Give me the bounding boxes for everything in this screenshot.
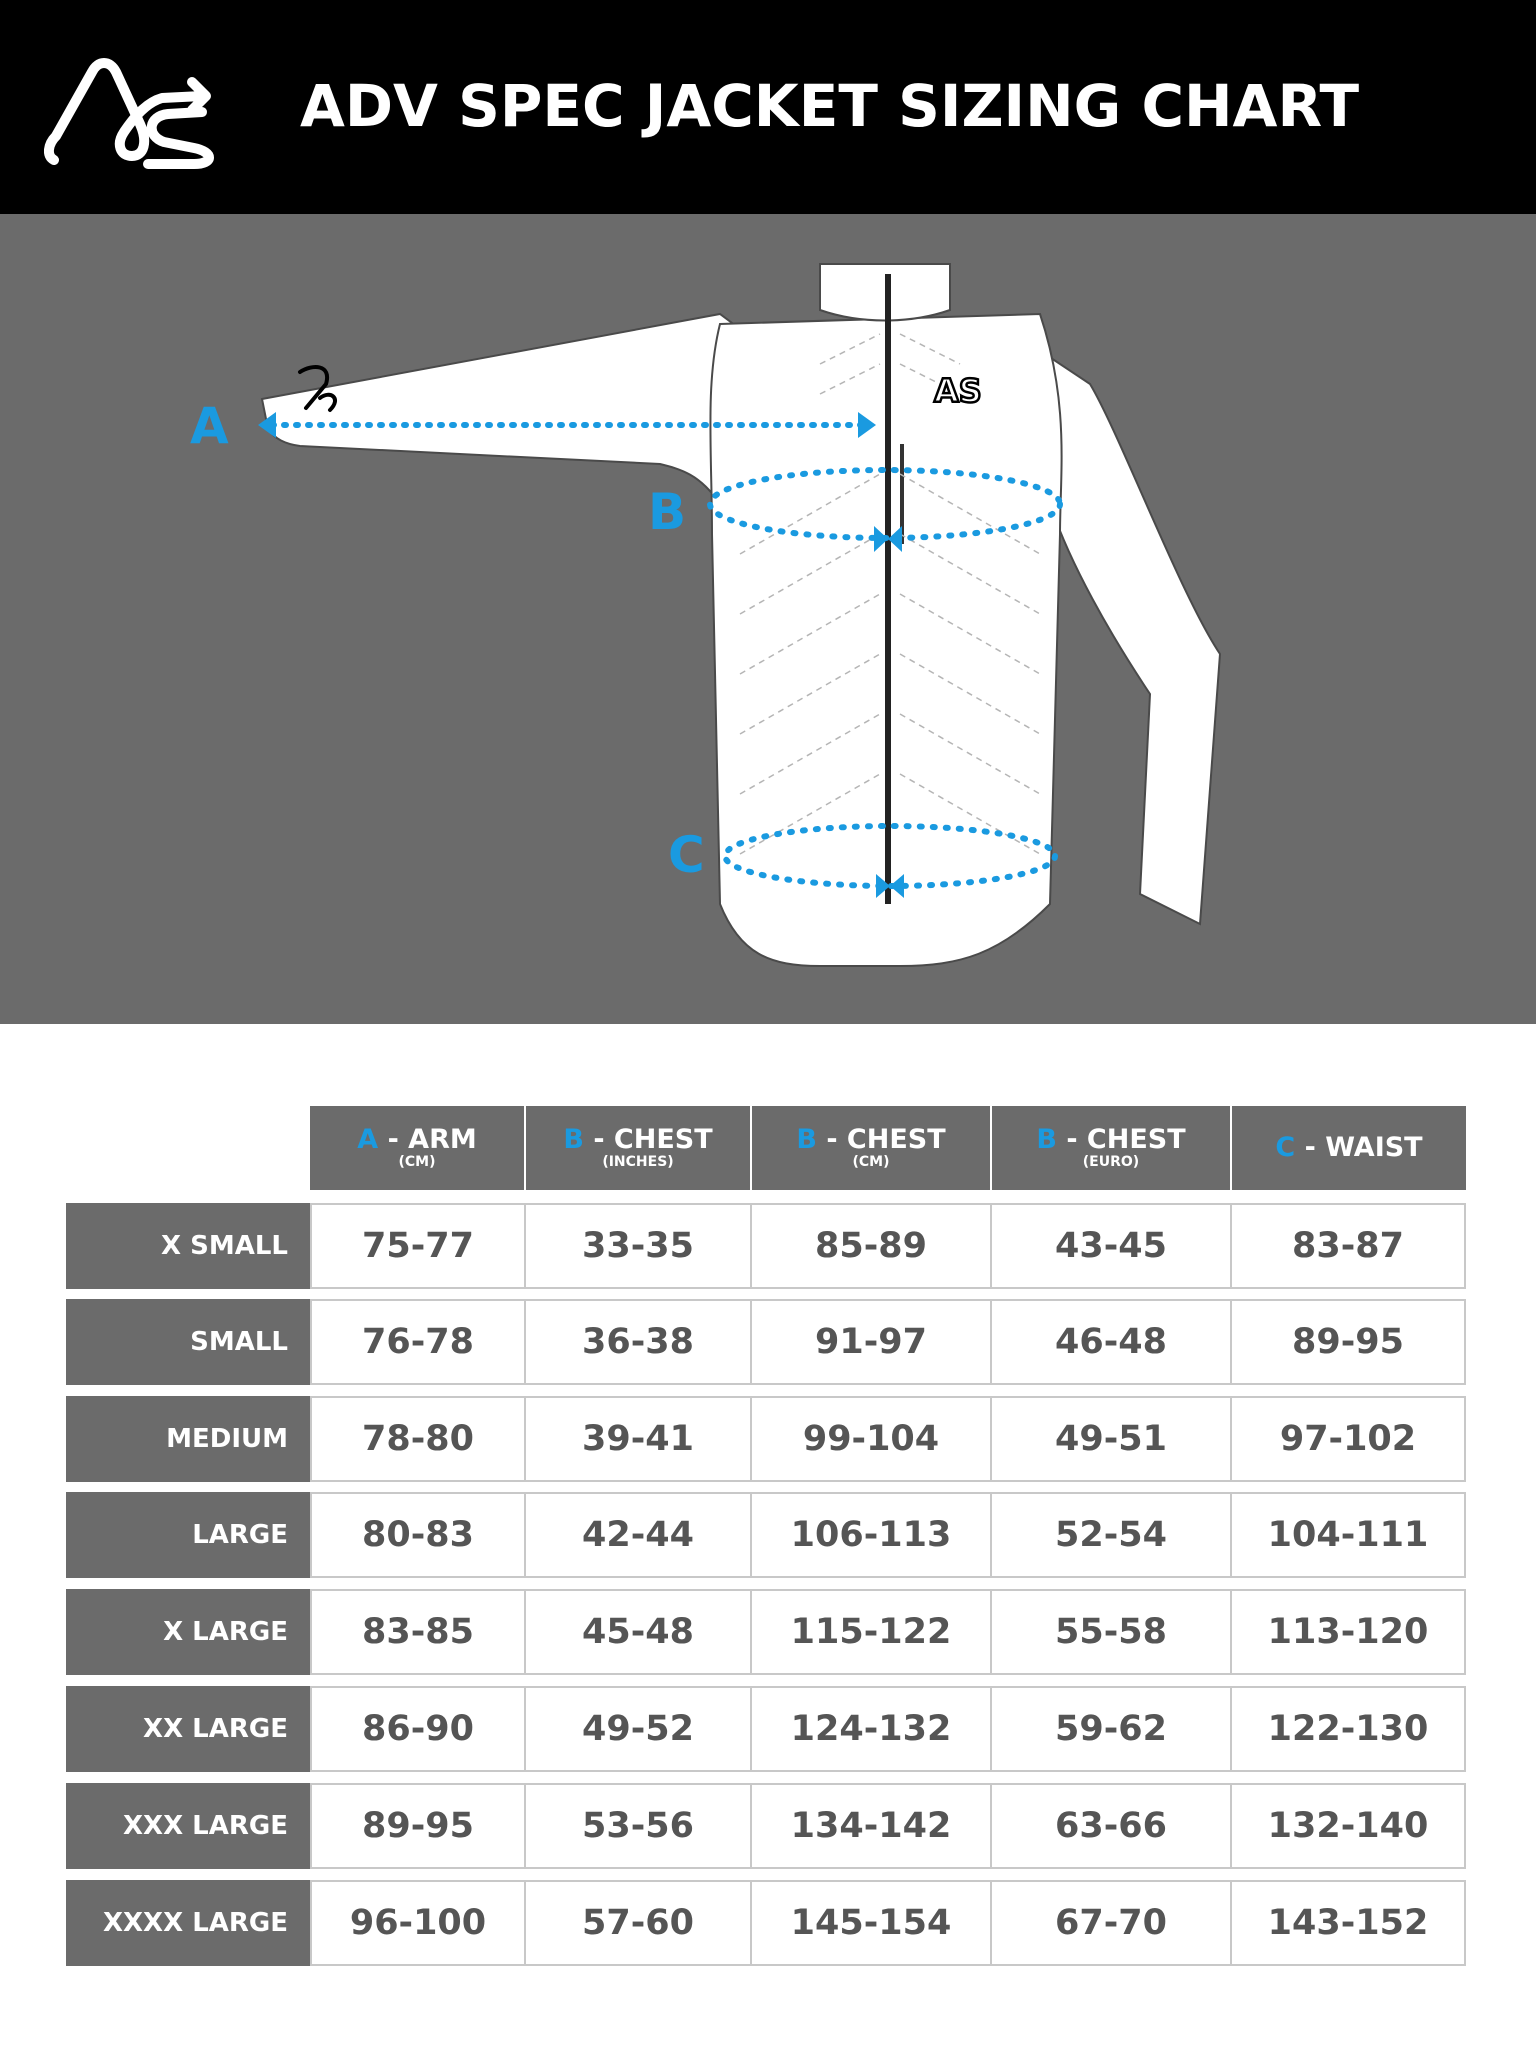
table-cell: 145-154 — [750, 1880, 992, 1966]
table-cell: 67-70 — [990, 1880, 1232, 1966]
table-cell: 132-140 — [1230, 1783, 1466, 1869]
measure-label-b: B — [648, 483, 687, 541]
table-cell: 33-35 — [524, 1203, 752, 1289]
table-cell: 42-44 — [524, 1492, 752, 1578]
table-cell: 80-83 — [310, 1492, 526, 1578]
table-cell: 59-62 — [990, 1686, 1232, 1772]
table-cell: 113-120 — [1230, 1589, 1466, 1675]
table-cell: 86-90 — [310, 1686, 526, 1772]
table-cell: 76-78 — [310, 1299, 526, 1385]
size-label-x-small: X SMALL — [66, 1203, 310, 1289]
table-cell: 96-100 — [310, 1880, 526, 1966]
as-logo-icon — [44, 52, 226, 170]
table-cell: 36-38 — [524, 1299, 752, 1385]
measure-label-c: C — [668, 826, 705, 884]
table-cell: 106-113 — [750, 1492, 992, 1578]
table-cell: 46-48 — [990, 1299, 1232, 1385]
size-label-small: SMALL — [66, 1299, 310, 1385]
table-cell: 63-66 — [990, 1783, 1232, 1869]
table-cell: 89-95 — [1230, 1299, 1466, 1385]
table-cell: 122-130 — [1230, 1686, 1466, 1772]
table-cell: 45-48 — [524, 1589, 752, 1675]
table-cell: 143-152 — [1230, 1880, 1466, 1966]
column-header-arm-cm: A - ARM (CM) — [310, 1106, 524, 1190]
jacket-illustration — [0, 214, 1536, 1024]
column-header-waist: C - WAIST — [1232, 1106, 1466, 1190]
size-label-x-large: X LARGE — [66, 1589, 310, 1675]
table-cell: 53-56 — [524, 1783, 752, 1869]
size-label-large: LARGE — [66, 1492, 310, 1578]
chest-logo: AS — [934, 372, 982, 410]
table-cell: 104-111 — [1230, 1492, 1466, 1578]
table-cell: 78-80 — [310, 1396, 526, 1482]
table-cell: 39-41 — [524, 1396, 752, 1482]
table-cell: 75-77 — [310, 1203, 526, 1289]
size-label-xxxx-large: XXXX LARGE — [66, 1880, 310, 1966]
measure-label-a: A — [190, 397, 229, 455]
table-cell: 83-85 — [310, 1589, 526, 1675]
size-label-xxx-large: XXX LARGE — [66, 1783, 310, 1869]
table-cell: 55-58 — [990, 1589, 1232, 1675]
table-cell: 83-87 — [1230, 1203, 1466, 1289]
table-cell: 97-102 — [1230, 1396, 1466, 1482]
table-cell: 124-132 — [750, 1686, 992, 1772]
table-cell: 57-60 — [524, 1880, 752, 1966]
table-cell: 99-104 — [750, 1396, 992, 1482]
size-label-xx-large: XX LARGE — [66, 1686, 310, 1772]
column-header-chest-cm: B - CHEST (CM) — [752, 1106, 990, 1190]
column-header-chest-euro: B - CHEST (EURO) — [992, 1106, 1230, 1190]
table-cell: 115-122 — [750, 1589, 992, 1675]
table-cell: 52-54 — [990, 1492, 1232, 1578]
size-label-medium: MEDIUM — [66, 1396, 310, 1482]
table-cell: 85-89 — [750, 1203, 992, 1289]
jacket-diagram — [0, 214, 1536, 1024]
table-cell: 91-97 — [750, 1299, 992, 1385]
table-cell: 43-45 — [990, 1203, 1232, 1289]
table-cell: 49-51 — [990, 1396, 1232, 1482]
table-cell: 134-142 — [750, 1783, 992, 1869]
table-cell: 89-95 — [310, 1783, 526, 1869]
page-title: ADV SPEC JACKET SIZING CHART — [300, 72, 1360, 140]
header-bar — [0, 0, 1536, 214]
table-cell: 49-52 — [524, 1686, 752, 1772]
column-header-chest-inches: B - CHEST (INCHES) — [526, 1106, 750, 1190]
